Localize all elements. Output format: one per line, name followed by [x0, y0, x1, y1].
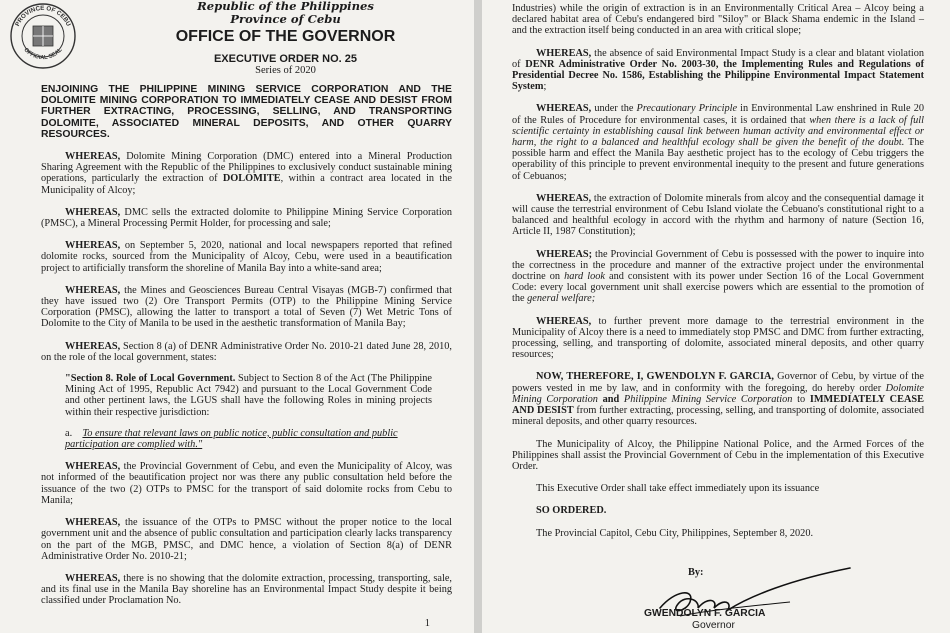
whereas-paragraph-12: WHEREAS; the Provincial Government of Cebu is possessed with the power to inquire into the correctness in the procedure and manner of the extractive project under the environmental doctrine on hard look and consistent with its power under Section 16 of the Local Government Code: every local government unit shall exercise powers which are essential to the promotion of the general welfare;: [512, 248, 924, 305]
page-number: 1: [424, 618, 430, 629]
svg-text:OFFICIAL SEAL: [22, 47, 63, 61]
svg-text:PROVINCE OF CEBU: [14, 5, 72, 28]
document-page-1: [0, 0, 474, 633]
quoted-item-a: a. To ensure that relevant laws on public notice, public consultation and public participation are complied with.": [65, 427, 398, 451]
province-line: Province of Cebu: [230, 12, 341, 26]
document-page-2: [482, 0, 950, 633]
quoted-section-8: "Section 8. Role of Local Government. Subject to Section 8 of the Act (The Philippine Mining Act of 1995, Republic Act 7942) and pursuant to the Local Government Code and other pertinent laws, the LGUS shall have the following Roles in mining projects within their respective jurisdiction:: [65, 373, 432, 418]
whereas-paragraph-6: WHEREAS, the Provincial Government of Cebu, and even the Municipality of Alcoy, was not informed of the beautification project nor was there any public consultation held before the issuance of the two (2) OTPs to PMSC for the transport of said dolomite rocks from Cebu to Manila;: [41, 461, 452, 506]
signatory-title: Governor: [692, 620, 735, 631]
signatory-name: GWENDOLYN F. GARCIA: [644, 608, 766, 619]
whereas-paragraph-9: WHEREAS, the absence of said Environmental Impact Study is a clear and blatant violation of DENR Administrative Order No. 2003-30, the Implementing Rules and Regulations of Presidential Decree No. 1586, Establishing the Philippine Environmental Impact Statement System;: [512, 47, 924, 93]
page-gap: [474, 0, 482, 633]
assistance-paragraph: The Municipality of Alcoy, the Philippine National Police, and the Armed Forces of the Philippines shall assist the Provincial Government of Cebu in the implementation of this Executive Order.: [512, 438, 924, 472]
place-and-date: The Provincial Capitol, Cebu City, Philippines, September 8, 2020.: [536, 527, 814, 539]
executive-order-number: EXECUTIVE ORDER NO. 25: [213, 53, 358, 65]
effectivity-paragraph: This Executive Order shall take effect immediately upon its issuance: [536, 483, 820, 495]
letterhead: [119, 0, 452, 76]
whereas-paragraph-2: WHEREAS, DMC sells the extracted dolomite to Philippine Mining Service Corporation (PMSC), a Mineral Processing Permit Holder, for processing and sale;: [41, 206, 452, 230]
series-year: Series of 2020: [255, 65, 316, 76]
whereas-paragraph-8: WHEREAS, there is no showing that the dolomite extraction, processing, transporting, sale, and its final use in the Manila Bay shoreline has an Environmental Impact Study despite it being classified under Proclamation No.: [41, 572, 452, 607]
whereas-paragraph-13: WHEREAS, to further prevent more damage to the terrestrial environment in the Municipality of Alcoy there is a need to immediately stop PMSC and DMC from further extracting, processing, selling, and transporting of dolomite, associated mineral deposits, and other quarry resources;: [512, 315, 924, 361]
whereas-paragraph-7: WHEREAS, the issuance of the OTPs to PMSC without the proper notice to the local government unit and the absence of public consultation and participation clearly lacks transparency on the part of the MGB, PMSC, and DMC hence, a violation of Section 8(a) of DENR Administrative Order No. 2010-21;: [41, 517, 452, 562]
republic-line: Republic of the Philippines: [197, 0, 374, 13]
seal-bottom-text: OFFICIAL SEAL: [22, 47, 64, 62]
provincial-seal-icon: [8, 2, 78, 70]
now-therefore-paragraph: NOW, THEREFORE, I, GWENDOLYN F. GARCIA, Governor of Cebu, by virtue of the powers vested in me by law, and in conformity with the foregoing, do hereby order Dolomite Mining Corporation and Philippine Mining Service Corporation to IMMEDIATELY CEASE AND DESIST from further extracting, processing, selling, and transporting of dolomite, associated mineral deposits, and other quarry resources.: [512, 371, 925, 428]
seal-top-text: PROVINCE OF CEBU: [14, 4, 72, 28]
by-label: By:: [688, 567, 704, 578]
whereas-paragraph-4: WHEREAS, the Mines and Geosciences Bureau Central Visayas (MGB-7) confirmed that they have issued two (2) Ore Transport Permits (OTP) to the Philippine Mining Service Corporation (PMSC), allowing the latter to transport a total of Seven (7) Wet Metric Tons of Dolomite to the City of Manila to be used in the aesthetic transformation of Manila Bay;: [41, 284, 452, 330]
whereas-paragraph-5: WHEREAS, Section 8 (a) of DENR Administrative Order No. 2010-21 dated June 28, 2010, on the role of the local government, states:: [41, 340, 452, 363]
whereas-paragraph-1: WHEREAS, Dolomite Mining Corporation (DMC) entered into a Mineral Production Sharing Agreement with the Republic of the Philippines to exclusively conduct sustainable mining operations, particularly the extraction of DOLOMITE, within a contract area located in the Municipality of Alcoy;: [41, 151, 452, 196]
continued-paragraph: Industries) while the origin of extraction is in an Environmentally Critical Area – Alcoy being a declared habitat area of Cebu's endangered bird "Siloy" or Black Shama endemic in the Island – and the extraction itself being conducted in an area with critical slope;: [512, 3, 924, 37]
handwritten-signature-icon: [620, 560, 880, 630]
order-title: ENJOINING THE PHILIPPINE MINING SERVICE CORPORATION AND THE DOLOMITE MINING CORPORATION TO IMMEDIATELY CEASE AND DESIST FROM FURTHER EXTRACTING, PROCESSING, SELLING, AND TRANSPORTING DOLOMITE, ASSOCIATED MINERAL DEPOSITS, AND OTHER QUARRY RESOURCES.: [41, 84, 452, 140]
whereas-paragraph-11: WHEREAS, the extraction of Dolomite minerals from alcoy and the consequential damage it will cause the terrestrial environment of Cebu Island violate the Cebuano's constitutional right to a balanced and healthful ecology in accord with the rhythm and harmony of nature (Section 16, Article II, 1987 Constitution);: [512, 192, 924, 238]
office-title: OFFICE OF THE GOVERNOR: [175, 28, 396, 45]
whereas-paragraph-10: WHEREAS, under the Precautionary Principle in Environmental Law enshrined in Rule 20 of the Rules of Procedure for environmental cases, it is ordained that when there is a lack of full scientific certainty in establishing causal link between human activity and environmental effect or harm, the right to a balanced and healthful ecology shall be given the benefit of the doubt. The possible harm and effect the Manila Bay aesthetic project has to the ecology of Cebu triggers the operability of this principle to prevent environmental inequity to the present and future generations of Cebuanos;: [512, 103, 924, 182]
whereas-paragraph-3: WHEREAS, on September 5, 2020, national and local newspapers reported that refined dolomite rocks, sourced from the Municipality of Alcoy, Cebu, were used in a beautification project to artificially transform the shoreline of Manila Bay into a white-sand area;: [41, 240, 452, 274]
so-ordered: SO ORDERED.: [536, 505, 607, 517]
